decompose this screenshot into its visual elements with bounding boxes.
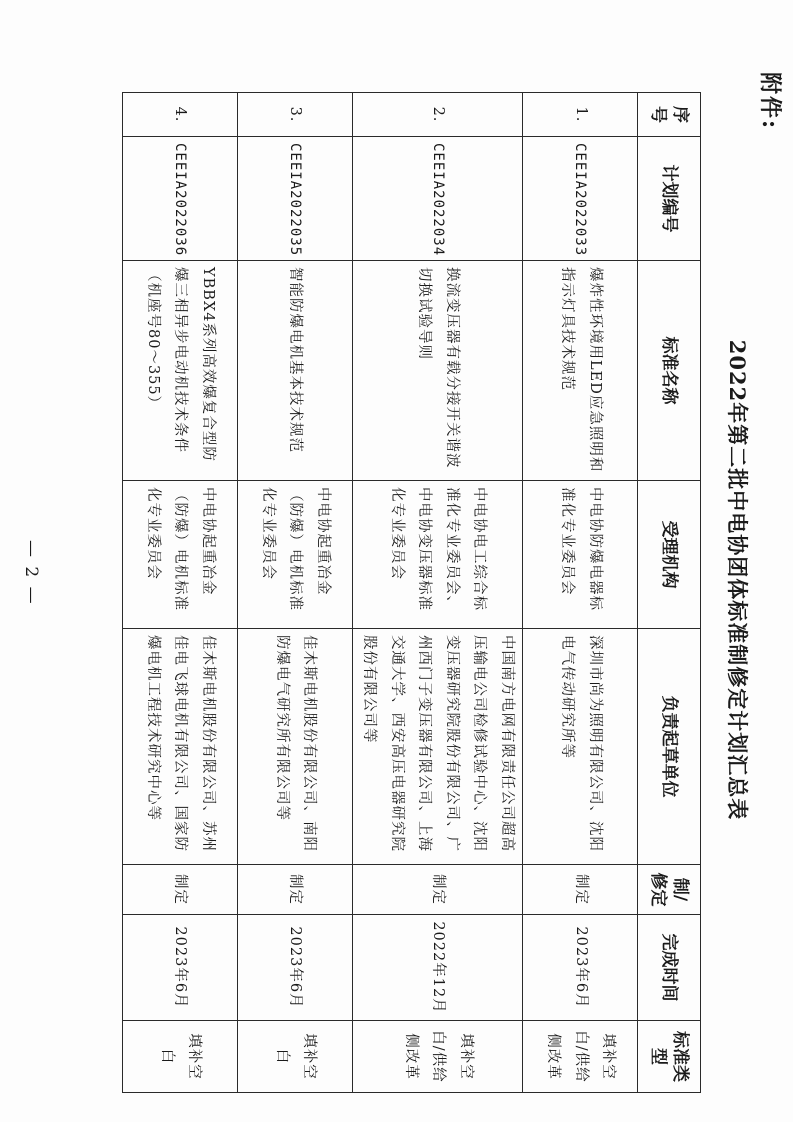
cell-drafter: 佳木斯电机股份有限公司、南阳防爆电气研究所有限公司等	[237, 629, 352, 865]
header-completion-time: 完成时间	[638, 915, 701, 1021]
header-seq: 序号	[638, 93, 701, 137]
table-row	[122, 93, 237, 1093]
cell-seq: 3.	[237, 93, 352, 137]
cell-plan-code: CEEIA2022034	[352, 137, 522, 261]
cell-standard-category: 填补空白/供给侧改革	[523, 1021, 638, 1093]
table-row	[237, 93, 352, 1093]
page-number: — 2 —	[21, 540, 41, 606]
cell-plan-code: CEEIA2022035	[237, 137, 352, 261]
cell-agency: 中电协起重冶金（防爆）电机标准化专业委员会	[122, 481, 237, 629]
cell-plan-code: CEEIA2022036	[122, 137, 237, 261]
cell-completion-time: 2023年6月	[237, 915, 352, 1021]
cell-completion-time: 2023年6月	[523, 915, 638, 1021]
cell-drafter: 深圳市尚为照明有限公司、沈阳电气传动研究所等	[523, 629, 638, 865]
attachment-label: 附件:	[757, 72, 783, 131]
cell-standard-category: 填补空白/供给侧改革	[352, 1021, 522, 1093]
cell-agency: 中电协电工综合标准化专业委员会、中电协变压器标准化专业委员会	[352, 481, 522, 629]
cell-completion-time: 2022年12月	[352, 915, 522, 1021]
table-row	[352, 93, 522, 1093]
header-standard-category: 标准类型	[638, 1021, 701, 1093]
cell-standard-category: 填补空白	[122, 1021, 237, 1093]
header-agency: 受理机构	[638, 481, 701, 629]
cell-revision-type: 制定	[523, 865, 638, 915]
cell-drafter: 佳木斯电机股份有限公司、苏州佳电飞球电机有限公司、国家防爆电机工程技术研究中心等	[122, 629, 237, 865]
table-header-row	[638, 93, 701, 1093]
cell-standard-name: 换流变压器有载分接开关谐波切换试验导则	[352, 261, 522, 481]
cell-standard-name: 智能防爆电机基本技术规范	[237, 261, 352, 481]
cell-agency: 中电协起重冶金（防爆）电机标准化专业委员会	[237, 481, 352, 629]
cell-seq: 2.	[352, 93, 522, 137]
cell-seq: 1.	[523, 93, 638, 137]
page-title: 2022年第二批中电协团体标准制修定计划汇总表	[725, 339, 750, 821]
cell-agency: 中电协防爆电器标准化专业委员会	[523, 481, 638, 629]
header-revision-type: 制/修定	[638, 865, 701, 915]
cell-revision-type: 制定	[352, 865, 522, 915]
cell-standard-name: 爆炸性环境用LED应急照明和指示灯具技术规范	[523, 261, 638, 481]
cell-revision-type: 制定	[122, 865, 237, 915]
table-row	[523, 93, 638, 1093]
header-drafter: 负责起草单位	[638, 629, 701, 865]
cell-completion-time: 2023年6月	[122, 915, 237, 1021]
cell-drafter: 中国南方电网有限责任公司超高压输电公司检修试验中心、沈阳变压器研究院股份有限公司、广州西门子变压器有限公司、上海交通大学、西安高压电器研究院股份有限公司等	[352, 629, 522, 865]
cell-revision-type: 制定	[237, 865, 352, 915]
cell-seq: 4.	[122, 93, 237, 137]
cell-standard-category: 填补空白	[237, 1021, 352, 1093]
header-plan-code: 计划编号	[638, 137, 701, 261]
standards-plan-table	[122, 92, 701, 1093]
cell-plan-code: CEEIA2022033	[523, 137, 638, 261]
cell-standard-name: YBBX4系列高效爆复合型防爆三相异步电动机技术条件（机座号80～355）	[122, 261, 237, 481]
header-standard-name: 标准名称	[638, 261, 701, 481]
